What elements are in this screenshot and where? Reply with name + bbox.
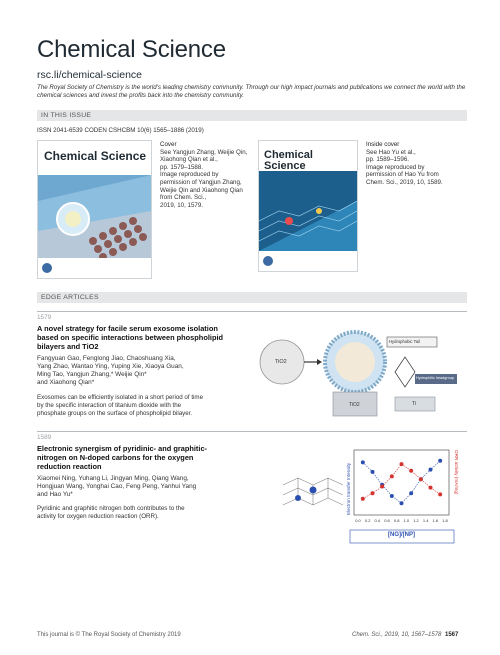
title-line: bilayers and TiO2	[37, 342, 99, 351]
data-point	[380, 484, 384, 488]
front-cover-caption	[160, 141, 250, 209]
left-axis-label: Electron transfer Intensity	[346, 462, 351, 515]
x-tick-label: 1.0	[403, 518, 410, 523]
tio2-substrate-label: TiO2	[349, 402, 360, 408]
cover-line: Weijie Qin and Xiaohong Qian	[160, 186, 243, 194]
author-line: Yang Zhao, Wantao Ying, Yuping Xie, Xiaoya Guan,	[37, 363, 184, 370]
cover-line: Chem. Sci., 2019, 10, 1589.	[366, 178, 443, 186]
article-divider	[37, 431, 467, 432]
cover-line: 2019, 10, 1579.	[160, 201, 204, 209]
title-line: Electronic synergism of pyridinic- and graphitic-	[37, 444, 208, 453]
footer-page-number: 1567	[445, 632, 459, 638]
data-point	[429, 468, 433, 472]
hydrophilic-label: Hydrophilic headgroup	[416, 376, 454, 380]
title-line: based on specific interactions between phospholipid	[37, 333, 224, 342]
tio2-label: TiO2	[275, 359, 287, 365]
article-figure-exosome	[255, 322, 467, 422]
abstract-line: phosphate groups on the surface of phospholipid bilayer.	[37, 409, 193, 417]
author-line: Ming Tao, Yangjun Zhang,* Weijie Qin*	[37, 371, 147, 378]
abstract-line: Pyridinic and graphitic nitrogen both contributes to the	[37, 505, 185, 512]
author-line: and Hao Yu*	[37, 491, 73, 498]
data-point	[409, 469, 413, 473]
article-title[interactable]	[37, 444, 262, 471]
article-abstract	[37, 394, 267, 417]
ratio-label: [NG]/[NP]	[388, 532, 415, 538]
article-authors	[37, 355, 262, 387]
article-authors	[37, 475, 262, 499]
author-line: Xiaomei Ning, Yuhang Li, Jingyan Ming, Qiang Wang,	[37, 475, 189, 482]
data-point	[361, 460, 365, 464]
cover-line: permission of Yangjun Zhang,	[160, 178, 242, 186]
cover-line: from Chem. Sci.,	[160, 194, 207, 202]
x-tick-label: 0.4	[374, 518, 381, 523]
x-tick-label: 1.4	[422, 518, 429, 523]
cover-label: Cover	[160, 141, 177, 148]
exosome-diagram	[255, 322, 467, 422]
in-this-issue-heading: IN THIS ISSUE	[37, 110, 467, 121]
journal-intro: The Royal Society of Chemistry is the world’s leading chemistry community. Through our high impact journals and publications we connect the world with the chemical sciences and invest the profits back into the chemistry community.	[37, 84, 466, 99]
cover-line: Image reproduced by	[160, 171, 219, 179]
cover-line: pp. 1589–1596.	[366, 156, 410, 164]
title-line: nitrogen on N-doped carbons for the oxygen	[37, 453, 194, 462]
article-title[interactable]	[37, 324, 262, 351]
x-tick-label: 1.8	[442, 518, 448, 523]
abstract-line: Exosomes can be efficiently isolated in a short period of time	[37, 394, 204, 401]
abstract-line: activity for oxygen reduction reaction (ORR).	[37, 512, 159, 520]
data-point	[361, 497, 365, 501]
x-tick-label: 1.2	[413, 518, 419, 523]
cover-line: See Hao Yu et al.,	[366, 148, 416, 156]
footer-copyright: This journal is © The Royal Society of Chemistry 2019	[37, 632, 181, 638]
right-axis-label: ORR activity (mA/mg)	[454, 450, 459, 495]
article-abstract	[37, 505, 267, 521]
data-point	[438, 459, 442, 463]
x-tick-label: 0.0	[355, 518, 361, 523]
x-tick-label: 0.2	[364, 518, 371, 523]
cover-line: Xiaohong Qian et al.,	[160, 156, 218, 164]
front-cover-logo: Chemical Science	[44, 149, 147, 163]
article-figure-orr	[278, 440, 467, 548]
data-point	[390, 474, 394, 478]
cover-line: permission of Hao Yu from	[366, 171, 439, 179]
author-line: and Xiaohong Qian*	[37, 379, 95, 386]
cover-label: Inside cover	[366, 141, 400, 148]
author-line: Fangyuan Gao, Fenglong Jiao, Chaoshuang Xia,	[37, 355, 176, 362]
journal-url[interactable]: rsc.li/chemical-science	[37, 69, 143, 81]
title-line: A novel strategy for facile serum exosome isolation	[37, 324, 218, 333]
title-line: reduction reaction	[37, 462, 102, 471]
data-point	[438, 492, 442, 496]
journal-title: Chemical Science	[37, 36, 226, 63]
front-cover-image	[37, 140, 152, 279]
author-line: Hongjuan Wang, Yonghai Cao, Feng Peng, Yanhui Yang	[37, 483, 197, 490]
cover-line: See Yangjun Zhang, Weijie Qin,	[160, 148, 248, 156]
data-point	[371, 491, 375, 495]
inside-cover-image	[258, 140, 358, 272]
data-point	[371, 470, 375, 474]
inside-cover-caption	[366, 141, 466, 187]
abstract-line: by the specific interaction of titanium dioxide with the	[37, 401, 182, 409]
footer-citation: Chem. Sci., 2019, 10, 1567–1578	[352, 632, 442, 638]
hydrophobic-label: Hydrophobic Tail	[389, 339, 420, 344]
edge-articles-heading: EDGE ARTICLES	[37, 292, 467, 303]
article-page-number: 1589	[37, 434, 52, 441]
data-point	[409, 491, 413, 495]
x-tick-label: 0.8	[393, 518, 400, 523]
ti-label: Ti	[412, 401, 416, 407]
orr-chart	[278, 440, 467, 548]
data-point	[429, 486, 433, 490]
cover-line: Image reproduced by	[366, 163, 425, 171]
cover-line: pp. 1579–1588.	[160, 163, 204, 171]
issn-line: ISSN 2041-6539 CODEN CSHCBM 10(6) 1565–1886 (2019)	[37, 127, 204, 134]
data-point	[400, 501, 404, 505]
data-point	[419, 477, 423, 481]
x-tick-label: 0.6	[384, 518, 390, 523]
nitrogen-atom	[295, 495, 301, 501]
series-trend-line	[363, 461, 440, 504]
data-point	[400, 462, 404, 466]
article-divider	[37, 311, 467, 312]
nitrogen-atom	[310, 487, 317, 494]
article-page-number: 1579	[37, 314, 52, 321]
x-tick-label: 1.6	[432, 518, 439, 523]
inside-cover-logo: Chemical Science	[264, 149, 313, 172]
data-point	[390, 494, 394, 498]
